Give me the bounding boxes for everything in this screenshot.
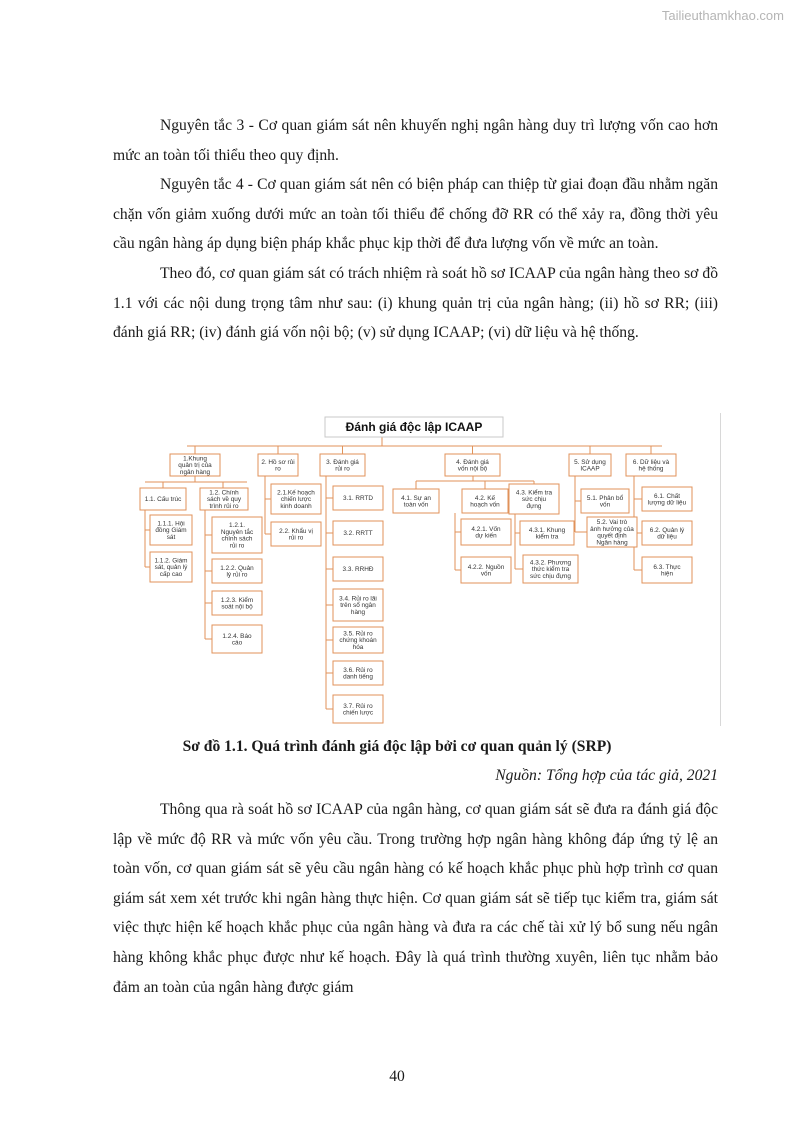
node-label-line: rủi ro [288, 534, 304, 542]
diagram-node-n3-6 [333, 661, 383, 685]
node-label-line: vốn nội bộ [457, 465, 488, 473]
node-label-line: sát, quản lý [154, 564, 188, 572]
diagram-node-n2-1 [271, 484, 321, 514]
node-label-line: trên sổ ngân [340, 602, 376, 610]
node-label-line: 5. Sử dụng [574, 458, 606, 466]
node-label-line: danh tiếng [343, 673, 373, 681]
node-label [145, 494, 182, 503]
diagram-node-n2 [258, 454, 298, 476]
diagram-node-n1-2-3 [212, 591, 262, 615]
node-label [456, 459, 489, 473]
diagram-root [325, 417, 503, 437]
diagram-node-n4-2-1 [461, 519, 511, 545]
node-label-line: cáo [231, 639, 243, 647]
node-label-line: 1.1. Cấu trúc [144, 496, 182, 504]
node-label-line: đồng Giám [155, 527, 187, 535]
node-label-line: 2.2. Khẩu vị [279, 527, 313, 535]
node-label-line: 3.4. Rủi ro lãi [339, 595, 377, 603]
node-label [343, 566, 374, 573]
node-label-line: ICAAP [580, 465, 600, 473]
node-label-line: kinh doanh [280, 503, 312, 510]
node-label-line: ro [275, 465, 281, 473]
node-label-line: quản trị của [178, 462, 212, 470]
node-label-line: sách về quy [206, 496, 242, 504]
node-label-line: hoạch vốn [470, 501, 500, 509]
node-label-line: rủi ro [335, 465, 350, 473]
node-label-line: 4.3.1. Khung [528, 526, 566, 534]
diagram-node-n3-5 [333, 627, 383, 653]
node-label-line: rủi ro [229, 542, 245, 550]
node-label-line: 1.2.4. Báo [222, 632, 252, 640]
diagram-node-n6-2 [642, 521, 692, 545]
srp-diagram [137, 413, 721, 726]
diagram-node-n1-2-4 [212, 625, 262, 653]
diagram-node-n1-1-2 [150, 552, 192, 582]
node-label-line: sức chịu đựng [530, 573, 571, 580]
diagram-node-n4-2-2 [461, 557, 511, 583]
node-label [471, 524, 501, 540]
node-label-line: dự kiến [475, 532, 497, 540]
node-label-line: 6.3. Thực [653, 563, 681, 571]
node-label-line: thức kiểm tra [531, 566, 570, 574]
root-label: Đánh giá độc lập ICAAP [345, 420, 483, 434]
node-label-line: 4.3. Kiểm tra [515, 489, 553, 497]
diagram-node-n1-2-2 [212, 559, 262, 583]
node-label-line: 1.1.1. Hội [157, 520, 185, 528]
diagram-node-n4-3-2 [523, 555, 578, 583]
figure-caption: Sơ đồ 1.1. Quá trình đánh giá độc lập bởi cơ quan quản lý (SRP) [182, 738, 612, 755]
diagram-node-n3-1 [333, 486, 383, 510]
node-label-line: hóa [352, 644, 364, 651]
node-label-line: 4.3.2. Phương [529, 559, 572, 567]
node-label-line: Nguyên tắc [220, 528, 254, 536]
diagram-node-n1-1 [140, 488, 186, 510]
diagram-node-n3-4 [333, 589, 383, 621]
node-label-line: chính sách [221, 535, 253, 543]
diagram-node-n6-3 [642, 557, 692, 583]
diagram-node-n5 [569, 454, 611, 476]
diagram-node-n4-1 [393, 489, 439, 513]
node-label-line: chiến lược [342, 709, 374, 717]
node-label-line: ảnh hưởng của [590, 525, 634, 533]
node-label-line: lượng dữ liệu [647, 499, 687, 507]
node-label-line: 1.2.1. [229, 522, 245, 529]
node-label-line: 6.1. Chất [654, 492, 680, 500]
node-label-line: 6. Dữ liệu và [632, 458, 670, 466]
node-label-line: 1.2. Chính [209, 489, 239, 497]
paragraph: Nguyên tắc 4 - Cơ quan giám sát nên có biện pháp can thiệp từ giai đoạn đầu nhằm ngăn chặn vốn giảm xuống dưới mức an toàn tối thiểu để chống đỡ RR có thể xảy ra, đồng thời yêu cầu ngân hàng áp dụng biện pháp khắc phục kịp thời để đưa lượng vốn về mức an toàn. [113, 176, 718, 253]
node-label [401, 495, 431, 509]
node-label-line: 3.2. RRTT [343, 530, 373, 538]
node-label-line: 3. Đánh giá [326, 458, 359, 466]
node-label [221, 596, 253, 611]
node-label-line: 4.2.2. Nguồn [467, 563, 505, 571]
node-label-line: 4.1. Sự an [401, 494, 431, 502]
figure-source: Nguồn: Tổng hợp của tác giả, 2021 [495, 767, 718, 784]
node-label [530, 559, 572, 580]
node-label-line: dữ liệu [657, 533, 677, 541]
diagram-node-n4-3 [509, 484, 559, 514]
diagram-node-n1-2-1 [212, 517, 262, 553]
node-label [343, 495, 373, 502]
diagram-node-n3 [320, 454, 365, 476]
node-label [343, 702, 374, 717]
node-label-line: ngân hàng [179, 469, 211, 476]
diagram-canvas [137, 413, 719, 726]
diagram-node-n6 [626, 454, 676, 476]
node-label-line: 3.1. RRTD [342, 495, 374, 503]
node-label-line: 1.Khung [183, 455, 207, 463]
paragraph: Thông qua rà soát hồ sơ ICAAP của ngân hàng, cơ quan giám sát sẽ đưa ra đánh giá độc lập về mức độ RR và mức vốn yêu cầu. Trong trường hợp ngân hàng không đáp ứng tỷ lệ an toàn vốn, cơ quan giám sát sẽ yêu cầu ngân hàng có kế hoạch khắc phục phù hợp trình cơ quan giám sát xem xét trước khi ngân hàng thực hiện. Cơ quan giám sát sẽ tiếp tục kiểm tra, giám sát việc thực hiện kế hoạch khắc phục của ngân hàng và đưa ra các chế tài xử lý bổ sung nếu ngân hàng không khắc phục được như kế hoạch. Đây là quá trình thường xuyên, liên tục nhằm bảo đảm an toàn của ngân hàng được giám [113, 801, 718, 996]
node-label-line: 4.2. Kế [474, 494, 496, 502]
diagram-node-n5-1 [581, 489, 629, 513]
node-label [277, 487, 315, 510]
node-label [343, 666, 373, 681]
diagram-node-n5-2 [587, 517, 637, 547]
node-label-line: 3.5. Rủi ro [343, 630, 373, 638]
node-label-line: Ngân hàng [596, 539, 628, 547]
paragraph: Nguyên tắc 3 - Cơ quan giám sát nên khuyến nghị ngân hàng duy trì lượng vốn cao hơn mức an toàn tối thiểu theo quy định. [113, 117, 718, 164]
node-label-line: 1.1.2. Giám [154, 557, 188, 565]
node-label-line: 1.2.2. Quản [220, 564, 254, 572]
node-label-line: 3.6. Rủi ro [343, 666, 373, 674]
body-text-top [113, 111, 718, 348]
node-label-line: soát nội bộ [221, 603, 253, 611]
node-label-line: 2.1.Kế hoạch [277, 489, 315, 497]
node-label-line: 2. Hồ sơ rủi [261, 458, 295, 466]
node-label-line: chiến lược [280, 496, 312, 504]
diagram-node-n1-1-1 [150, 515, 192, 545]
node-label-line: 3.3. RRHĐ [342, 566, 374, 574]
diagram-node-n2-2 [271, 522, 321, 546]
diagram-node-n3-3 [333, 557, 383, 581]
node-label-line: sức chịu [521, 496, 547, 504]
node-label-line: toàn vốn [403, 501, 429, 509]
diagram-node-n4-3-1 [520, 521, 574, 545]
node-label-line: 6.2. Quản lý [649, 526, 685, 534]
node-label-line: 5.2. Vai trò [596, 519, 628, 526]
diagram-node-n4-2 [462, 489, 508, 513]
node-label-line: 5.1. Phân bổ [586, 494, 624, 502]
node-label [207, 489, 242, 510]
node-label-line: hệ thống [638, 465, 664, 473]
node-label-line: sát [166, 534, 176, 541]
body-text-bottom [113, 795, 718, 1002]
node-label-line: hiện [660, 570, 674, 578]
node-label-line: 3.7. Rủi ro [343, 702, 373, 710]
node-label-line: hàng [350, 609, 366, 616]
node-label-line: 4. Đánh giá [456, 458, 489, 466]
node-label-line: trình rủi ro [209, 503, 239, 510]
watermark: Tailieuthamkhao.com [661, 8, 784, 23]
node-label-line: vốn [599, 501, 611, 509]
node-label [343, 530, 372, 537]
node-label-line: quyết định [597, 532, 627, 540]
page-number: 40 [389, 1068, 405, 1085]
node-label-line: cấp cao [159, 571, 183, 578]
diagram-node-n3-2 [333, 521, 383, 545]
node-label-line: vốn [480, 570, 492, 578]
node-label-line: chứng khoán [339, 637, 377, 645]
node-label-line: 1.2.3. Kiểm [220, 596, 254, 604]
diagram-node-n3-7 [333, 695, 383, 723]
paragraph: Theo đó, cơ quan giám sát có trách nhiệm rà soát hồ sơ ICAAP của ngân hàng theo sơ đồ 1.1 với các nội dung trọng tâm như sau: (i) khung quản trị của ngân hàng; (ii) hồ sơ RR; (iii) đánh giá RR; (iv) đánh giá vốn nội bộ; (v) sử dụng ICAAP; (vi) dữ liệu và hệ thống. [113, 264, 718, 342]
diagram-node-n6-1 [642, 487, 692, 511]
node-label-line: lý rủi ro [226, 571, 248, 579]
diagram-node-n4 [445, 454, 500, 476]
node-label-line: 4.2.1. Vốn [471, 525, 501, 533]
node-label-line: đựng [526, 503, 542, 510]
node-label-line: kiểm tra [535, 533, 559, 541]
diagram-node-n1-2 [200, 488, 248, 510]
diagram-node-n1 [170, 454, 220, 476]
